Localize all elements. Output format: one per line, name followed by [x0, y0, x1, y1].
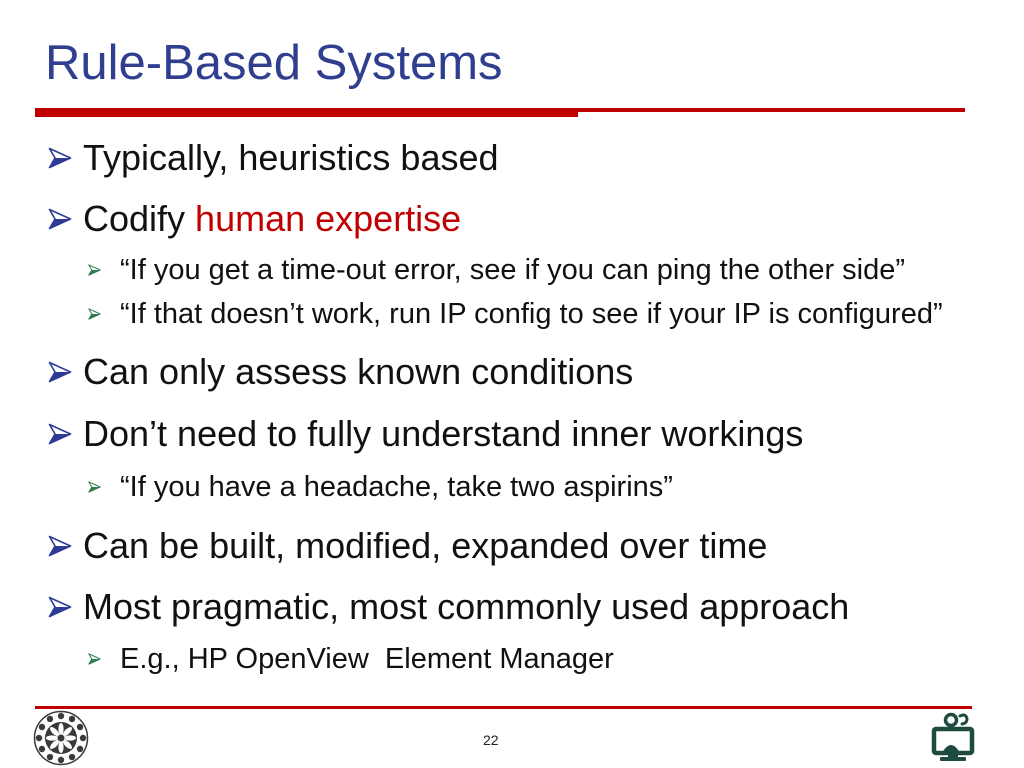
- bullet-item: [48, 198, 948, 239]
- slide-title: Rule-Based Systems: [45, 36, 503, 90]
- bullet-text: Most pragmatic, most commonly used approach: [83, 586, 850, 627]
- highlighted-text: human expertise: [195, 198, 462, 239]
- title-divider-thick: [35, 108, 578, 117]
- arrowhead-bullet-icon: [88, 481, 101, 493]
- arrowhead-bullet-icon: [48, 147, 72, 169]
- sub-bullet-text: “If that doesn’t work, run IP config to see if your IP is configured”: [120, 298, 943, 330]
- page-number: 22: [483, 732, 499, 748]
- bullet-text-container: [83, 198, 462, 239]
- sub-bullet-item: [88, 473, 968, 502]
- arrowhead-bullet-icon: [48, 596, 72, 618]
- arrowhead-bullet-icon: [88, 264, 101, 276]
- arrowhead-bullet-icon: [48, 208, 72, 230]
- sub-bullet-text: “If you get a time-out error, see if you can ping the other side”: [120, 254, 906, 286]
- sub-bullet-text: E.g., HP OpenView Element Manager: [120, 643, 614, 675]
- bullet-item: [48, 525, 948, 566]
- sub-bullet-text: “If you have a headache, take two aspirins”: [120, 471, 673, 503]
- bullet-item: [48, 586, 948, 627]
- sub-bullet-item: [88, 300, 968, 329]
- bullet-item: [48, 351, 948, 392]
- arrowhead-bullet-icon: [88, 308, 101, 320]
- sub-bullet-item: [88, 256, 968, 285]
- arrowhead-bullet-icon: [48, 423, 72, 445]
- footer-divider: [35, 706, 972, 709]
- bullet-text: Typically, heuristics based: [83, 137, 499, 178]
- bullet-text: Don’t need to fully understand inner workings: [83, 413, 804, 454]
- bullet-text: Can only assess known conditions: [83, 351, 634, 392]
- bullet-item: [48, 137, 948, 178]
- bullet-item: [48, 413, 948, 454]
- sub-bullet-item: [88, 645, 968, 674]
- computer-user-logo: [929, 711, 977, 763]
- university-seal-logo: [33, 710, 89, 766]
- bullet-text: Can be built, modified, expanded over time: [83, 525, 768, 566]
- arrowhead-bullet-icon: [48, 535, 72, 557]
- arrowhead-bullet-icon: [48, 361, 72, 383]
- arrowhead-bullet-icon: [88, 653, 101, 665]
- bullet-text: Codify: [83, 198, 196, 239]
